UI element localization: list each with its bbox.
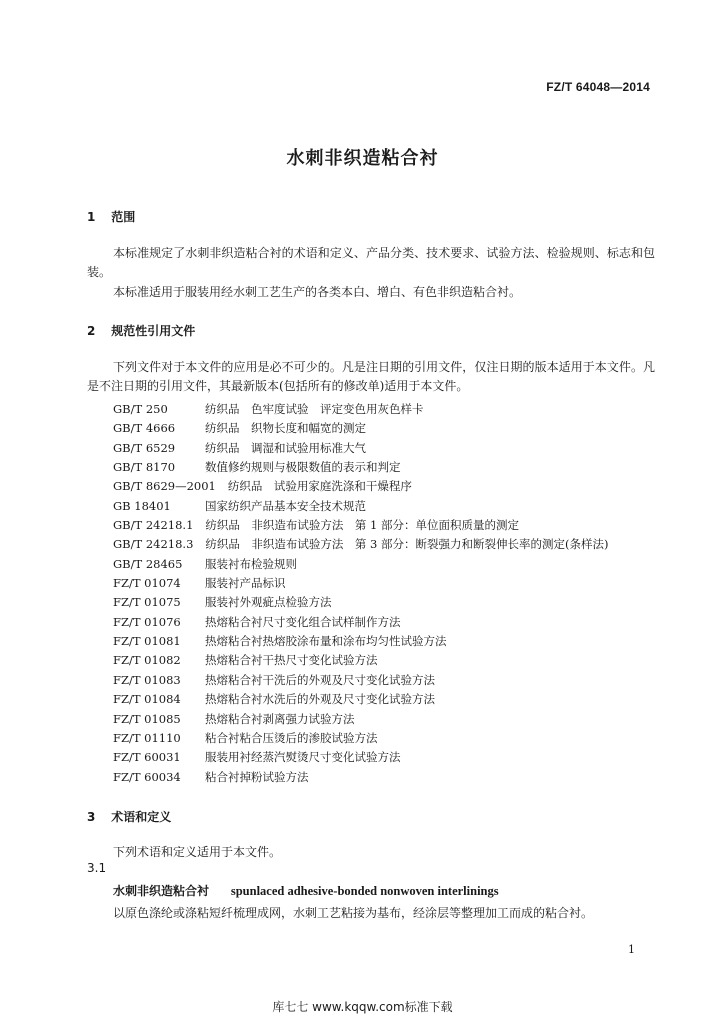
- reference-title: 粘合衬掉粉试验方法: [205, 769, 309, 784]
- reference-code: GB/T 24218.3: [113, 537, 194, 552]
- reference-code: FZ/T 01082: [113, 653, 181, 668]
- section-number: 1: [87, 210, 96, 224]
- section-heading-scope: [87, 208, 135, 225]
- reference-code: GB/T 24218.1: [113, 518, 194, 533]
- reference-code: FZ/T 01110: [113, 730, 181, 745]
- reference-title: 服装衬布检验规则: [205, 556, 297, 571]
- section-number: 3: [87, 810, 96, 824]
- standard-code: FZ/T 64048—2014: [546, 80, 650, 94]
- section-heading-normative-references: [87, 322, 195, 339]
- reference-code: FZ/T 01081: [113, 634, 181, 649]
- reference-item: [113, 710, 609, 729]
- reference-code: FZ/T 60031: [113, 750, 181, 765]
- reference-title: 纺织品 试验用家庭洗涤和干燥程序: [227, 479, 412, 494]
- reference-code: GB/T 6529: [113, 440, 176, 455]
- reference-item: [113, 671, 609, 690]
- reference-item: [113, 593, 609, 612]
- reference-title: 服装衬产品标识: [205, 576, 286, 591]
- reference-item: [113, 555, 609, 574]
- reference-item: [113, 651, 609, 670]
- reference-title: 纺织品 色牢度试验 评定变色用灰色样卡: [205, 402, 424, 416]
- section-heading-terms: [87, 808, 171, 825]
- reference-item: [113, 419, 609, 438]
- reference-title: 国家纺织产品基本安全技术规范: [205, 498, 366, 513]
- reference-list: [113, 400, 609, 787]
- term-chinese: 水刺非织造粘合衬: [113, 884, 210, 898]
- reference-item: [113, 748, 609, 767]
- reference-code: GB/T 8170: [113, 460, 176, 475]
- reference-code: FZ/T 60034: [113, 769, 181, 784]
- reference-title: 服装用衬经蒸汽熨烫尺寸变化试验方法: [205, 750, 401, 765]
- term-english: spunlaced adhesive-bonded nonwoven interlinings: [230, 884, 499, 898]
- reference-title: 粘合衬粘合压烫后的渗胶试验方法: [205, 730, 378, 745]
- footer-watermark: 库七七 www.kqqw.com标准下载: [272, 1000, 453, 1014]
- reference-code: FZ/T 01085: [113, 711, 181, 726]
- reference-code: FZ/T 01083: [113, 672, 181, 687]
- reference-title: 热熔粘合衬热熔胶涂布量和涂布均匀性试验方法: [205, 634, 447, 649]
- reference-title: 热熔粘合衬尺寸变化组合试样制作方法: [205, 614, 401, 629]
- reference-item: [113, 477, 609, 496]
- reference-item: [113, 535, 609, 554]
- scope-paragraph-1: 本标准规定了水刺非织造粘合衬的术语和定义、产品分类、技术要求、试验方法、检验规则、标志和包装。: [87, 246, 655, 279]
- references-intro: 下列文件对于本文件的应用是必不可少的。凡是注日期的引用文件，仅注日期的版本适用于本文件。凡是不注日期的引用文件，其最新版本(包括所有的修改单)适用于本文件。: [87, 360, 655, 393]
- reference-item: [113, 613, 609, 632]
- reference-code: GB/T 250: [113, 402, 168, 416]
- section-title: 规范性引用文件: [111, 324, 196, 338]
- reference-code: FZ/T 01074: [113, 576, 181, 591]
- reference-code: GB/T 4666: [113, 421, 176, 436]
- section-title: 术语和定义: [111, 810, 172, 824]
- reference-code: GB 18401: [113, 498, 171, 513]
- reference-title: 热熔粘合衬干热尺寸变化试验方法: [205, 653, 378, 668]
- document-title: 水刺非织造粘合衬: [286, 148, 439, 169]
- reference-item: [113, 439, 609, 458]
- reference-item: [113, 632, 609, 651]
- section-number: 2: [87, 324, 96, 338]
- reference-item: [113, 574, 609, 593]
- reference-title: 纺织品 非织造布试验方法 第 3 部分：断裂强力和断裂伸长率的测定(条样法): [205, 537, 609, 552]
- term-definition: 以原色涤纶或涤粘短纤梳理成网，水刺工艺粘接为基布，经涂层等整理加工而成的粘合衬。: [113, 906, 594, 920]
- reference-code: FZ/T 01075: [113, 595, 181, 610]
- reference-code: GB/T 28465: [113, 556, 183, 571]
- reference-item: [113, 729, 609, 748]
- reference-title: 热熔粘合衬剥离强力试验方法: [205, 711, 355, 726]
- reference-title: 纺织品 调湿和试验用标准大气: [205, 440, 366, 455]
- reference-item: [113, 690, 609, 709]
- reference-code: GB/T 8629—2001: [113, 479, 216, 494]
- reference-item: [113, 768, 609, 787]
- reference-item: [113, 516, 609, 535]
- section-title: 范围: [111, 210, 136, 224]
- term-entry: [113, 882, 499, 899]
- scope-paragraph-2: 本标准适用于服装用经水刺工艺生产的各类本白、增白、有色非织造粘合衬。: [113, 285, 522, 299]
- reference-title: 热熔粘合衬干洗后的外观及尺寸变化试验方法: [205, 672, 435, 687]
- reference-title: 热熔粘合衬水洗后的外观及尺寸变化试验方法: [205, 692, 435, 707]
- reference-item: [113, 458, 609, 477]
- reference-title: 数值修约规则与极限数值的表示和判定: [205, 460, 401, 475]
- clause-number: 3.1: [87, 861, 107, 875]
- reference-code: FZ/T 01076: [113, 614, 181, 629]
- reference-title: 纺织品 织物长度和幅宽的测定: [205, 421, 366, 436]
- reference-title: 纺织品 非织造布试验方法 第 1 部分：单位面积质量的测定: [205, 518, 520, 533]
- reference-code: FZ/T 01084: [113, 692, 181, 707]
- reference-item: [113, 497, 609, 516]
- reference-title: 服装衬外观疵点检验方法: [205, 595, 332, 610]
- reference-item: [113, 400, 609, 419]
- terms-intro: 下列术语和定义适用于本文件。: [113, 845, 282, 859]
- page-number: 1: [628, 943, 635, 956]
